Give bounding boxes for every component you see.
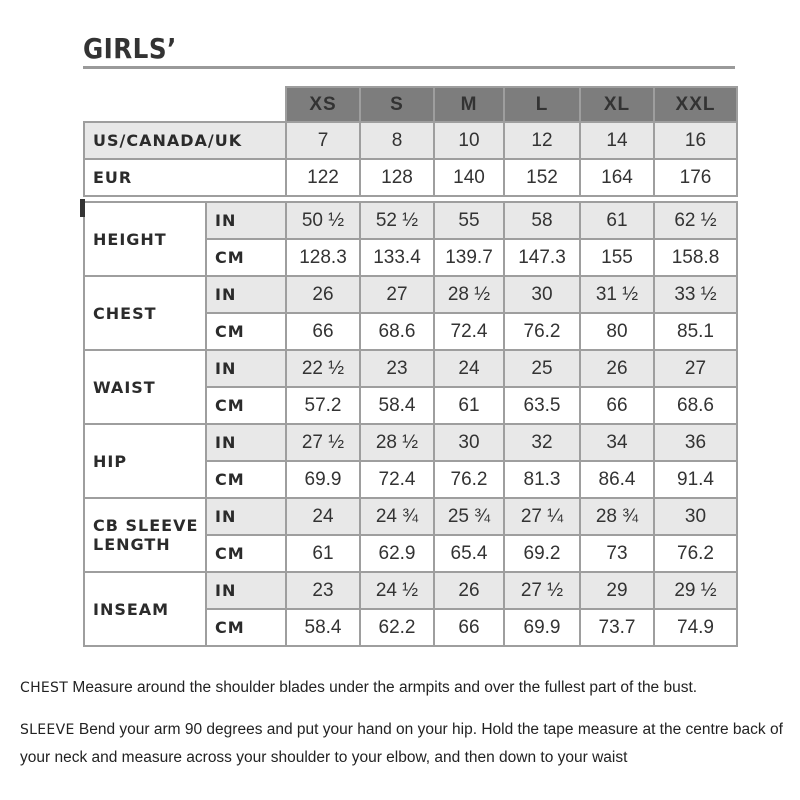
measurement-notes — [20, 674, 790, 785]
table-cell: 29 ½ — [654, 572, 737, 609]
table-cell: 33 ½ — [654, 276, 737, 313]
table-cell: 14 — [580, 122, 654, 159]
table-cell: 62.2 — [360, 609, 434, 646]
sleeve-note — [20, 716, 790, 771]
table-cell: 69.9 — [504, 609, 580, 646]
unit-label: IN — [206, 202, 286, 239]
chest-note — [20, 674, 790, 702]
table-cell: 74.9 — [654, 609, 737, 646]
measurement-row-hip-in — [84, 424, 737, 461]
size-chart-table — [83, 86, 738, 647]
unit-label: CM — [206, 239, 286, 276]
size-header-l: L — [504, 87, 580, 122]
conversion-row-us — [84, 122, 737, 159]
sleeve-note-key: SLEEVE — [20, 722, 75, 738]
table-cell: 10 — [434, 122, 504, 159]
table-cell: 55 — [434, 202, 504, 239]
table-cell: 61 — [286, 535, 360, 572]
unit-label: CM — [206, 387, 286, 424]
table-cell: 65.4 — [434, 535, 504, 572]
table-cell: 52 ½ — [360, 202, 434, 239]
size-header-xl: XL — [580, 87, 654, 122]
table-cell: 73 — [580, 535, 654, 572]
table-cell: 29 — [580, 572, 654, 609]
table-cell: 27 ½ — [286, 424, 360, 461]
table-cell: 25 ¾ — [434, 498, 504, 535]
measurement-row-inseam-in — [84, 572, 737, 609]
table-cell: 12 — [504, 122, 580, 159]
row-label: US/CANADA/UK — [84, 122, 286, 159]
table-cell: 68.6 — [360, 313, 434, 350]
table-cell: 62 ½ — [654, 202, 737, 239]
title-divider — [83, 66, 735, 69]
table-cell: 62.9 — [360, 535, 434, 572]
table-cell: 63.5 — [504, 387, 580, 424]
table-cell: 69.9 — [286, 461, 360, 498]
row-label: EUR — [84, 159, 286, 196]
table-cell: 164 — [580, 159, 654, 196]
unit-label: CM — [206, 535, 286, 572]
table-cell: 28 ¾ — [580, 498, 654, 535]
table-cell: 128.3 — [286, 239, 360, 276]
measurement-row-cb-sleeve-length-in — [84, 498, 737, 535]
table-cell: 155 — [580, 239, 654, 276]
table-cell: 27 ¼ — [504, 498, 580, 535]
table-cell: 32 — [504, 424, 580, 461]
measurement-rows — [84, 202, 737, 646]
table-cell: 24 — [286, 498, 360, 535]
table-cell: 147.3 — [504, 239, 580, 276]
sleeve-note-text: Bend your arm 90 degrees and put your hand on your hip. Hold the tape measure at the centre back of your neck and measure across your shoulder to your elbow, and then down to your waist — [20, 721, 783, 766]
table-cell: 23 — [286, 572, 360, 609]
page-title: GIRLS’ — [83, 32, 177, 65]
table-cell: 72.4 — [360, 461, 434, 498]
table-cell: 85.1 — [654, 313, 737, 350]
table-cell: 50 ½ — [286, 202, 360, 239]
table-cell: 24 ½ — [360, 572, 434, 609]
table-cell: 26 — [286, 276, 360, 313]
section-marker — [80, 199, 85, 217]
table-cell: 133.4 — [360, 239, 434, 276]
measurement-label: HEIGHT — [84, 202, 206, 276]
table-cell: 30 — [434, 424, 504, 461]
table-cell: 27 ½ — [504, 572, 580, 609]
table-cell: 158.8 — [654, 239, 737, 276]
unit-label: IN — [206, 276, 286, 313]
table-cell: 7 — [286, 122, 360, 159]
table-cell: 76.2 — [504, 313, 580, 350]
table-cell: 176 — [654, 159, 737, 196]
table-cell: 34 — [580, 424, 654, 461]
table-cell: 61 — [434, 387, 504, 424]
measurement-label: HIP — [84, 424, 206, 498]
table-cell: 23 — [360, 350, 434, 387]
size-header-xxl: XXL — [654, 87, 737, 122]
table-cell: 58 — [504, 202, 580, 239]
table-cell: 122 — [286, 159, 360, 196]
table-cell: 8 — [360, 122, 434, 159]
size-header-m: M — [434, 87, 504, 122]
table-cell: 28 ½ — [360, 424, 434, 461]
table-cell: 27 — [360, 276, 434, 313]
table-cell: 81.3 — [504, 461, 580, 498]
unit-label: IN — [206, 350, 286, 387]
table-cell: 25 — [504, 350, 580, 387]
table-cell: 28 ½ — [434, 276, 504, 313]
table-cell: 30 — [504, 276, 580, 313]
size-header-xs: XS — [286, 87, 360, 122]
unit-label: CM — [206, 313, 286, 350]
measurement-label: CB SLEEVE LENGTH — [84, 498, 206, 572]
unit-label: IN — [206, 572, 286, 609]
table-cell: 66 — [434, 609, 504, 646]
table-cell: 66 — [286, 313, 360, 350]
table-cell: 22 ½ — [286, 350, 360, 387]
measurement-row-height-in — [84, 202, 737, 239]
table-cell: 76.2 — [434, 461, 504, 498]
table-cell: 66 — [580, 387, 654, 424]
table-cell: 31 ½ — [580, 276, 654, 313]
table-cell: 24 ¾ — [360, 498, 434, 535]
table-cell: 27 — [654, 350, 737, 387]
table-cell: 26 — [434, 572, 504, 609]
table-cell: 16 — [654, 122, 737, 159]
measurement-row-chest-in — [84, 276, 737, 313]
conversion-row-eur — [84, 159, 737, 196]
table-cell: 91.4 — [654, 461, 737, 498]
table-cell: 72.4 — [434, 313, 504, 350]
unit-label: CM — [206, 609, 286, 646]
table-cell: 58.4 — [360, 387, 434, 424]
measurement-label: INSEAM — [84, 572, 206, 646]
table-cell: 152 — [504, 159, 580, 196]
table-cell: 61 — [580, 202, 654, 239]
table-cell: 86.4 — [580, 461, 654, 498]
table-cell: 58.4 — [286, 609, 360, 646]
table-cell: 24 — [434, 350, 504, 387]
unit-label: IN — [206, 424, 286, 461]
measurement-label: CHEST — [84, 276, 206, 350]
measurement-row-waist-in — [84, 350, 737, 387]
chest-note-key: CHEST — [20, 680, 69, 696]
table-cell: 73.7 — [580, 609, 654, 646]
table-cell: 128 — [360, 159, 434, 196]
table-cell: 139.7 — [434, 239, 504, 276]
table-cell: 26 — [580, 350, 654, 387]
measurement-label: WAIST — [84, 350, 206, 424]
table-cell: 140 — [434, 159, 504, 196]
table-cell: 69.2 — [504, 535, 580, 572]
unit-label: CM — [206, 461, 286, 498]
size-header-s: S — [360, 87, 434, 122]
table-cell: 30 — [654, 498, 737, 535]
table-cell: 68.6 — [654, 387, 737, 424]
size-header-row — [84, 87, 737, 122]
table-cell: 76.2 — [654, 535, 737, 572]
chest-note-text: Measure around the shoulder blades under the armpits and over the fullest part of the bust. — [72, 679, 698, 696]
table-cell: 80 — [580, 313, 654, 350]
unit-label: IN — [206, 498, 286, 535]
table-cell: 36 — [654, 424, 737, 461]
table-cell: 57.2 — [286, 387, 360, 424]
